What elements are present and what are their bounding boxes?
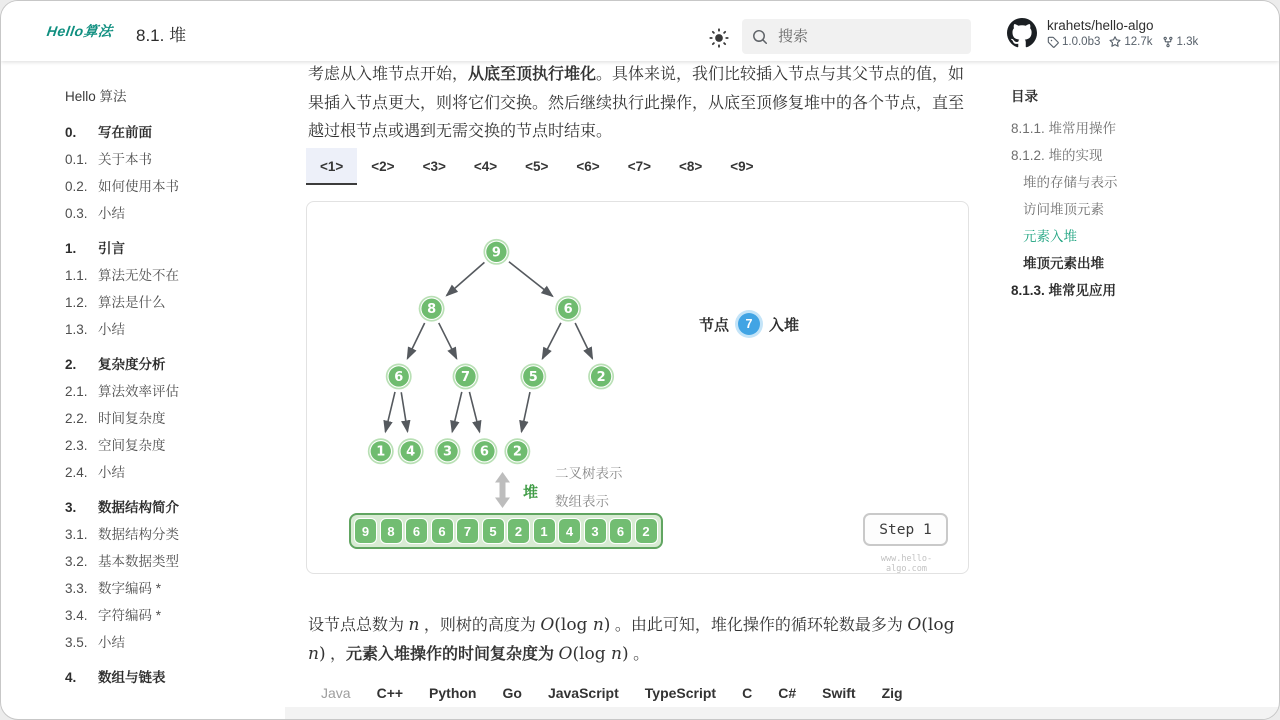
sidebar-item-number: 1.2. — [65, 295, 88, 310]
sidebar-item-number: 0.3. — [65, 206, 88, 221]
language-tab-swift[interactable]: Swift — [822, 685, 856, 701]
sidebar-item[interactable] — [65, 351, 290, 378]
toc-title: 目录 — [1011, 89, 1038, 104]
text-segment: 元素入堆操作的时间复杂度为 — [346, 646, 559, 663]
heap-array-cell: 6 — [431, 518, 454, 544]
updown-arrow-icon — [494, 472, 511, 508]
insert-label-pre: 节点 — [699, 316, 730, 334]
heap-array-cell: 2 — [507, 518, 530, 544]
repo-forks: 1.3k — [1176, 36, 1199, 48]
insert-node-badge: 7 — [738, 313, 760, 335]
sidebar-item-number: 1.1. — [65, 268, 88, 283]
table-of-contents — [1011, 83, 1261, 304]
sidebar-item-label: 小结 — [98, 465, 125, 480]
text-segment: 从底至顶执行堆化 — [468, 66, 597, 83]
sidebar-item-label: 数组与链表 — [98, 670, 166, 685]
sidebar-item-number: 0.1. — [65, 152, 88, 167]
sidebar-item-label: 引言 — [98, 241, 125, 256]
sidebar-item[interactable] — [65, 548, 290, 575]
site-logo[interactable] — [47, 16, 119, 46]
tree-node — [419, 296, 445, 322]
svg-text:6: 6 — [479, 444, 489, 460]
sidebar-item[interactable] — [65, 316, 290, 343]
sun-icon — [708, 27, 730, 49]
figure-step-tab[interactable]: <8> — [678, 159, 703, 174]
svg-text:2: 2 — [512, 444, 522, 460]
sidebar-item-number: 1. — [65, 241, 77, 256]
repo-name: krahets/hello-algo — [1047, 18, 1154, 33]
repo-stars: 12.7k — [1124, 36, 1153, 48]
heap-array-cell: 3 — [584, 518, 607, 544]
svg-text:2: 2 — [596, 369, 606, 385]
figure-heap-push — [306, 201, 969, 574]
fork-icon — [1162, 36, 1174, 48]
array-representation-caption: 数组表示 — [555, 494, 609, 509]
github-icon — [1007, 18, 1037, 48]
sidebar-item[interactable] — [65, 494, 290, 521]
figure-step-tabs — [306, 148, 768, 185]
svg-text:9: 9 — [491, 245, 501, 261]
sidebar-item[interactable] — [65, 289, 290, 316]
sidebar-item-number: 3.4. — [65, 608, 88, 623]
search-box[interactable] — [742, 19, 971, 54]
sidebar-item-number: 1.3. — [65, 322, 88, 337]
tree-edge — [469, 392, 479, 432]
heap-array-cell: 6 — [405, 518, 428, 544]
language-tab-zig[interactable]: Zig — [881, 685, 903, 701]
tree-node — [555, 296, 581, 322]
sidebar-item-number: 3.2. — [65, 554, 88, 569]
theme-toggle-button[interactable] — [705, 24, 733, 52]
main-content — [306, 1, 972, 720]
tree-node — [588, 364, 614, 390]
figure-step-tab[interactable]: <3> — [422, 159, 446, 174]
svg-text:4: 4 — [406, 444, 416, 460]
toc-item[interactable]: 8.1.3. 堆常见应用 — [1011, 283, 1117, 298]
sidebar-item-number: 2.4. — [65, 465, 88, 480]
sidebar-item-label: 数字编码 * — [98, 581, 162, 596]
figure-step-tab[interactable]: <4> — [473, 159, 498, 174]
math-expression: n — [408, 615, 420, 635]
text-segment: 。 — [628, 646, 650, 663]
sidebar-item-label: 字符编码 * — [98, 608, 162, 623]
github-repo-link[interactable] — [1007, 18, 1198, 48]
page-title: 8.1. 堆 — [136, 26, 187, 45]
sidebar-item-label: 基本数据类型 — [98, 554, 179, 569]
tree-node — [520, 364, 546, 390]
language-tab-java[interactable]: Java — [321, 685, 351, 701]
sidebar-item-label: 数据结构简介 — [98, 500, 179, 515]
sidebar-item-number: 0.2. — [65, 179, 88, 194]
code-block-top — [285, 707, 1279, 719]
sidebar-item[interactable] — [65, 629, 290, 656]
top-header — [1, 1, 1279, 61]
step-button: Step 1 — [863, 513, 948, 546]
toc-item[interactable]: 堆顶元素出堆 — [1023, 256, 1104, 271]
tree-node — [453, 364, 479, 390]
heap-array — [349, 513, 663, 549]
sidebar-item-number: 4. — [65, 670, 77, 685]
sidebar-item-label: 算法效率评估 — [98, 384, 179, 399]
sidebar-item-number: 3.3. — [65, 581, 88, 596]
toc-item[interactable]: 访问堆顶元素 — [1023, 202, 1104, 217]
figure-step-tab[interactable]: <1> — [306, 148, 357, 185]
heap-array-cell: 9 — [354, 518, 377, 544]
tree-edge — [401, 392, 407, 431]
star-icon — [1109, 36, 1121, 48]
insert-node-label — [699, 313, 799, 335]
sidebar-item[interactable] — [65, 521, 290, 548]
svg-text:6: 6 — [563, 302, 573, 318]
sidebar-item[interactable] — [65, 146, 290, 173]
sidebar-item-number: 0. — [65, 125, 77, 140]
sidebar-item-label: 小结 — [98, 635, 125, 650]
svg-text:6: 6 — [394, 369, 404, 385]
tree-edge — [542, 323, 560, 359]
tree-edge — [439, 323, 457, 359]
language-tab-go[interactable]: Go — [502, 685, 522, 701]
heap-array-cell: 2 — [635, 518, 658, 544]
search-input[interactable] — [778, 28, 948, 45]
sidebar-item-label: 关于本书 — [98, 152, 152, 167]
language-tab-c#[interactable]: C# — [778, 685, 797, 701]
text-segment: 。由此可知，堆化操作的循环轮数最多为 — [610, 617, 908, 634]
heap-array-cell: 5 — [482, 518, 505, 544]
toc-item[interactable]: 8.1.2. 堆的实现 — [1011, 148, 1103, 163]
tree-edge — [385, 392, 395, 432]
tree-node — [504, 438, 530, 464]
insert-label-post: 入堆 — [769, 316, 800, 334]
svg-text:5: 5 — [528, 369, 538, 385]
sidebar-item-label: 算法无处不在 — [98, 268, 179, 283]
sidebar-item-label: 算法是什么 — [98, 295, 166, 310]
site-logo-text: Hello算法 — [45, 23, 114, 39]
tree-node — [398, 438, 424, 464]
paragraph-heapify-intro — [308, 61, 970, 147]
language-tab-python[interactable]: Python — [429, 685, 477, 701]
sidebar-site-title: Hello 算法 — [65, 89, 127, 104]
sidebar-item[interactable] — [65, 459, 290, 486]
left-sidebar-nav — [65, 83, 290, 691]
toc-item[interactable]: 8.1.1. 堆常用操作 — [1011, 121, 1117, 136]
tree-node — [483, 239, 509, 265]
sidebar-item-label: 写在前面 — [98, 125, 152, 140]
text-segment: 。具体来说，我们比较插入节点与其父节点的值，如果插入节点更大，则将它们交换。然后继续执行此操作，从底至顶修复堆中的各个节点，直至越过根节点或遇到无需交换的节点时结束。 — [308, 66, 965, 140]
figure-step-tab[interactable]: <5> — [525, 159, 549, 174]
svg-text:1: 1 — [376, 444, 386, 460]
sidebar-item[interactable] — [65, 602, 290, 629]
sidebar-item[interactable] — [65, 378, 290, 405]
sidebar-item-number: 3.1. — [65, 527, 88, 542]
tree-edge — [407, 323, 424, 359]
watermark: www.hello-algo.com — [880, 554, 933, 574]
toc-item[interactable]: 元素入堆 — [1023, 229, 1077, 244]
sidebar-item-label: 数据结构分类 — [98, 527, 179, 542]
toc-item[interactable]: 堆的存储与表示 — [1023, 175, 1118, 190]
sidebar-item[interactable] — [65, 575, 290, 602]
paragraph-complexity — [308, 611, 970, 669]
figure-step-tab[interactable]: <6> — [576, 159, 600, 174]
sidebar-item-number: 3. — [65, 500, 77, 515]
heap-array-cell: 7 — [456, 518, 479, 544]
sidebar-item[interactable] — [65, 262, 290, 289]
tree-node — [368, 438, 394, 464]
heap-array-cell: 1 — [533, 518, 556, 544]
sidebar-item-label: 时间复杂度 — [98, 411, 166, 426]
tree-edge — [522, 392, 530, 432]
text-segment: 设节点总数为 — [308, 617, 409, 634]
heap-label: 堆 — [523, 484, 539, 501]
language-tab-javascript[interactable]: JavaScript — [547, 685, 619, 701]
sidebar-item-label: 复杂度分析 — [98, 357, 166, 372]
sidebar-item[interactable] — [65, 405, 290, 432]
tree-edge — [509, 262, 553, 297]
figure-step-tab[interactable]: <9> — [730, 159, 754, 174]
repo-version: 1.0.0b3 — [1062, 36, 1101, 48]
sidebar-item-label: 小结 — [98, 206, 125, 221]
sidebar-item[interactable] — [65, 235, 290, 262]
svg-text:3: 3 — [443, 444, 453, 460]
sidebar-item-label: 小结 — [98, 322, 125, 337]
sidebar-item[interactable] — [65, 432, 290, 459]
heap-array-cell: 6 — [609, 518, 632, 544]
figure-step-tab[interactable]: <7> — [627, 159, 651, 174]
math-expression: O(log n) — [540, 615, 611, 635]
tree-node — [386, 364, 412, 390]
heap-array-cell: 4 — [558, 518, 581, 544]
tree-edge — [452, 392, 462, 432]
figure-step-tab[interactable]: <2> — [371, 159, 395, 174]
language-tab-typescript[interactable]: TypeScript — [644, 685, 717, 701]
repo-stats — [1047, 36, 1198, 48]
sidebar-item-label: 空间复杂度 — [98, 438, 166, 453]
sidebar-item-number: 2. — [65, 357, 77, 372]
text-segment: ，则树的高度为 — [419, 617, 541, 634]
tree-edge — [575, 323, 592, 359]
svg-text:8: 8 — [427, 302, 437, 318]
sidebar-item-number: 3.5. — [65, 635, 88, 650]
sidebar-item-label: 如何使用本书 — [98, 179, 179, 194]
sidebar-item[interactable] — [65, 664, 290, 691]
sidebar-item[interactable] — [65, 119, 290, 146]
sidebar-item-number: 2.1. — [65, 384, 88, 399]
sidebar-item-number: 2.2. — [65, 411, 88, 426]
tree-node — [471, 438, 497, 464]
tree-representation-caption: 二叉树表示 — [555, 466, 623, 481]
language-tab-c++[interactable]: C++ — [376, 685, 404, 701]
search-icon — [752, 29, 768, 45]
math-expression: O(log n) — [308, 615, 955, 664]
sidebar-item[interactable] — [65, 173, 290, 200]
tag-icon — [1047, 36, 1059, 48]
math-expression: O(log n) — [558, 644, 629, 664]
text-segment: 考虑从入堆节点开始， — [308, 66, 469, 83]
heap-array-cell: 8 — [380, 518, 403, 544]
language-tabs — [308, 681, 916, 706]
tree-edge — [447, 262, 485, 295]
sidebar-item[interactable] — [65, 200, 290, 227]
text-segment: ， — [325, 646, 347, 663]
svg-text:7: 7 — [461, 369, 471, 385]
language-tab-c[interactable]: C — [742, 685, 753, 701]
sidebar-item-number: 2.3. — [65, 438, 88, 453]
tree-node — [435, 438, 461, 464]
